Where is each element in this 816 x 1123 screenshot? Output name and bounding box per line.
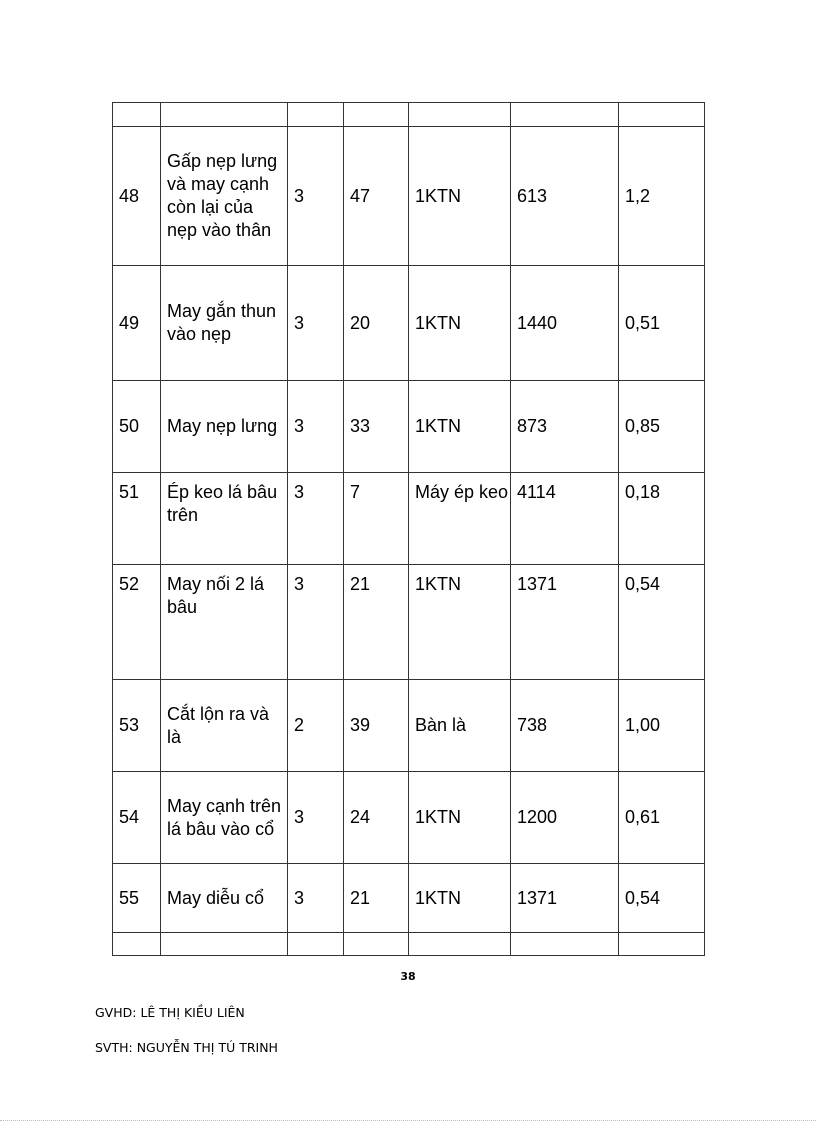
table-cell: [409, 933, 511, 956]
table-cell: 1KTN: [409, 772, 511, 864]
table-cell: 24: [344, 772, 409, 864]
table-cell: 1371: [511, 565, 619, 680]
table-cell: 3: [288, 381, 344, 473]
table-cell: 3: [288, 864, 344, 933]
table-cell: 0,18: [619, 473, 705, 565]
table-cell: 1371: [511, 864, 619, 933]
student-line: SVTH: NGUYỄN THỊ TÚ TRINH: [95, 1040, 278, 1055]
table-cell: 48: [113, 127, 161, 266]
table-cell: Ép keo lá bâu trên: [161, 473, 288, 565]
table-cell: [619, 103, 705, 127]
table-cell: 0,54: [619, 864, 705, 933]
table-cell: [344, 933, 409, 956]
table-cell: [409, 103, 511, 127]
table-cell: 51: [113, 473, 161, 565]
table-cell: 3: [288, 772, 344, 864]
table-cell: 7: [344, 473, 409, 565]
table-cell: May nối 2 lá bâu: [161, 565, 288, 680]
table-cell: 1,00: [619, 680, 705, 772]
table-cell: [288, 103, 344, 127]
table-cell: 3: [288, 565, 344, 680]
table-cell: 1KTN: [409, 266, 511, 381]
table-cell: [161, 933, 288, 956]
table-cell: [511, 103, 619, 127]
table-row: [113, 933, 705, 956]
table-cell: [161, 103, 288, 127]
table-cell: 2: [288, 680, 344, 772]
table-row: [113, 772, 705, 864]
table-cell: [344, 103, 409, 127]
table-row: [113, 127, 705, 266]
table-cell: 873: [511, 381, 619, 473]
table-cell: Cắt lộn ra và là: [161, 680, 288, 772]
table-cell: Bàn là: [409, 680, 511, 772]
table-cell: [511, 933, 619, 956]
table-row: [113, 565, 705, 680]
table-cell: May nẹp lưng: [161, 381, 288, 473]
table-cell: May cạnh trên lá bâu vào cổ: [161, 772, 288, 864]
table-row: [113, 103, 705, 127]
advisor-line: GVHD: LÊ THỊ KIỀU LIÊN: [95, 1005, 245, 1020]
table-cell: 1KTN: [409, 381, 511, 473]
table-cell: 21: [344, 864, 409, 933]
page-bottom-divider: [0, 1120, 816, 1121]
table-cell: [113, 933, 161, 956]
table-cell: Máy ép keo: [409, 473, 511, 565]
table-cell: 20: [344, 266, 409, 381]
table-cell: 0,61: [619, 772, 705, 864]
table-cell: May gắn thun vào nẹp: [161, 266, 288, 381]
table-cell: 0,85: [619, 381, 705, 473]
table-cell: 3: [288, 266, 344, 381]
table-cell: 50: [113, 381, 161, 473]
table-cell: 3: [288, 127, 344, 266]
table-cell: 49: [113, 266, 161, 381]
table-row: [113, 864, 705, 933]
table-cell: 0,51: [619, 266, 705, 381]
table-cell: 54: [113, 772, 161, 864]
table-row: [113, 473, 705, 565]
table-cell: 55: [113, 864, 161, 933]
table-cell: 1KTN: [409, 565, 511, 680]
table-body: [113, 103, 705, 956]
table-cell: 39: [344, 680, 409, 772]
table-cell: 3: [288, 473, 344, 565]
table-cell: May diễu cổ: [161, 864, 288, 933]
table-cell: 4114: [511, 473, 619, 565]
table-row: [113, 266, 705, 381]
table-cell: 53: [113, 680, 161, 772]
table-cell: Gấp nẹp lưng và may cạnh còn lại của nẹp vào thân: [161, 127, 288, 266]
table-cell: 47: [344, 127, 409, 266]
table-cell: 0,54: [619, 565, 705, 680]
table-cell: [113, 103, 161, 127]
table-cell: 1200: [511, 772, 619, 864]
table-row: [113, 680, 705, 772]
table-cell: 1440: [511, 266, 619, 381]
table-cell: 738: [511, 680, 619, 772]
page-number: 38: [400, 970, 416, 983]
table-cell: 613: [511, 127, 619, 266]
table-row: [113, 381, 705, 473]
table-cell: 21: [344, 565, 409, 680]
operations-table: [112, 102, 705, 956]
table-cell: [288, 933, 344, 956]
table-cell: 1KTN: [409, 127, 511, 266]
table-cell: 52: [113, 565, 161, 680]
table-cell: [619, 933, 705, 956]
table-cell: 1,2: [619, 127, 705, 266]
table-cell: 33: [344, 381, 409, 473]
table-cell: 1KTN: [409, 864, 511, 933]
